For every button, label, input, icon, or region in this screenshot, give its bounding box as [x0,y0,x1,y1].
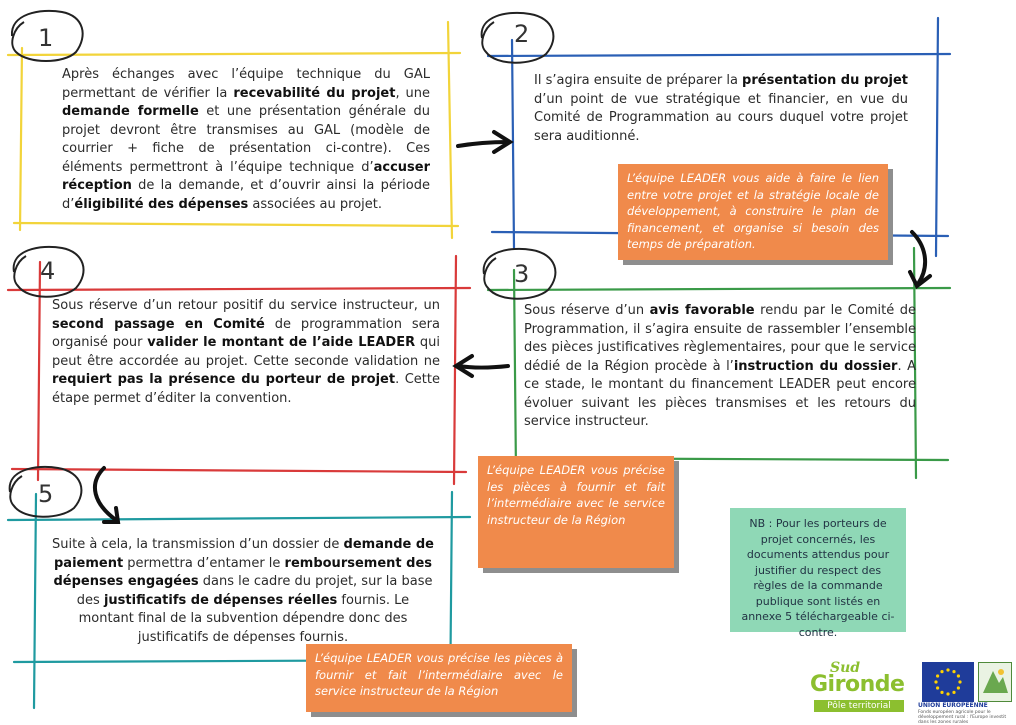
step-3-note: L’équipe LEADER vous précise les pièces à fournir et fait l’intermédiaire avec le service instructeur de la Région [478,456,674,568]
step-1-number: 1 [38,24,54,52]
step-2-number: 2 [514,20,530,48]
step-5-number: 5 [38,480,54,508]
step-5-note: L’équipe LEADER vous précise les pièces à fournir et fait l’intermédiaire avec le service instructeur de la Région [306,644,572,712]
nb-note: NB : Pour les porteurs de projet concernés, les documents attendus pour justifier du respect des règles de la commande publique sont listés en annexe 5 téléchargeable ci-contre. [730,508,906,632]
logo-pole-text: Pôle territorial [814,700,904,712]
leader-mark-icon [979,663,1011,701]
eu-stars-icon [922,662,974,702]
eu-flag-icon [922,662,974,702]
step-2-note: L’équipe LEADER vous aide à faire le lien entre votre projet et la stratégie locale de développement, à construire le plan de financement, et organise si besoin des temps de préparation. [618,164,888,260]
step-4-text: Sous réserve d’un retour positif du service instructeur, un second passage en Comité de programmation sera organisé pour valider le montant de l’aide LEADER qui peut être accordée au projet. Cette seconde validation ne requiert pas la présence du porteur de projet. Cette étape permet d’éditer la convention. [52,298,440,406]
step-3-text: Sous réserve d’un avis favorable rendu par le Comité de Programmation, il s’agira ensuite de rassembler l’ensemble des pièces justificatives règlementaires, pour que le service dédié de la Région procède à l’instruction du dossier. A ce stade, le montant du financement LEADER peut encore évoluer suivant les pièces transmises et les retours du service instructeur. [524,303,917,429]
step-2-text: Il s’agira ensuite de préparer la présentation du projet d’un point de vue stratégique et financier, en vue du Comité de Programmation au cours duquel votre projet sera auditionné. [534,73,908,144]
step-4-number: 4 [40,257,56,285]
eu-label: UNION EUROPEENNE [918,702,988,709]
sud-gironde-logo [808,658,908,714]
leader-logo-icon [978,662,1012,702]
step-1-text: Après échanges avec l’équipe technique du GAL permettant de vérifier la recevabilité du projet, une demande formelle et une présentation générale du projet devront être transmises au GAL (modèle de courrier + fiche de présentation ci-contre). Ces éléments permettront à l’équipe technique d’accuser réception de la demande, et d’ouvrir ainsi la période d’éligibilité des dépenses associées au projet. [62,67,430,212]
logo-gironde-text: Gironde [810,672,905,697]
logo-sud-text: Sud [830,660,861,676]
step-5-text: Suite à cela, la transmission d’un dossier de demande de paiement permettra d’entamer le remboursement des dépenses engagées dans le cadre du projet, sur la base des justificatifs de dépenses réelles fournis. Le montant final de la subvention dépendre donc des justificatifs de dépenses fournis. [52,537,434,645]
feader-label: Fonds européen agricole pour le développement rural : l'Europe investit dans les zones rurales [918,710,1007,725]
step-3-number: 3 [514,260,530,288]
